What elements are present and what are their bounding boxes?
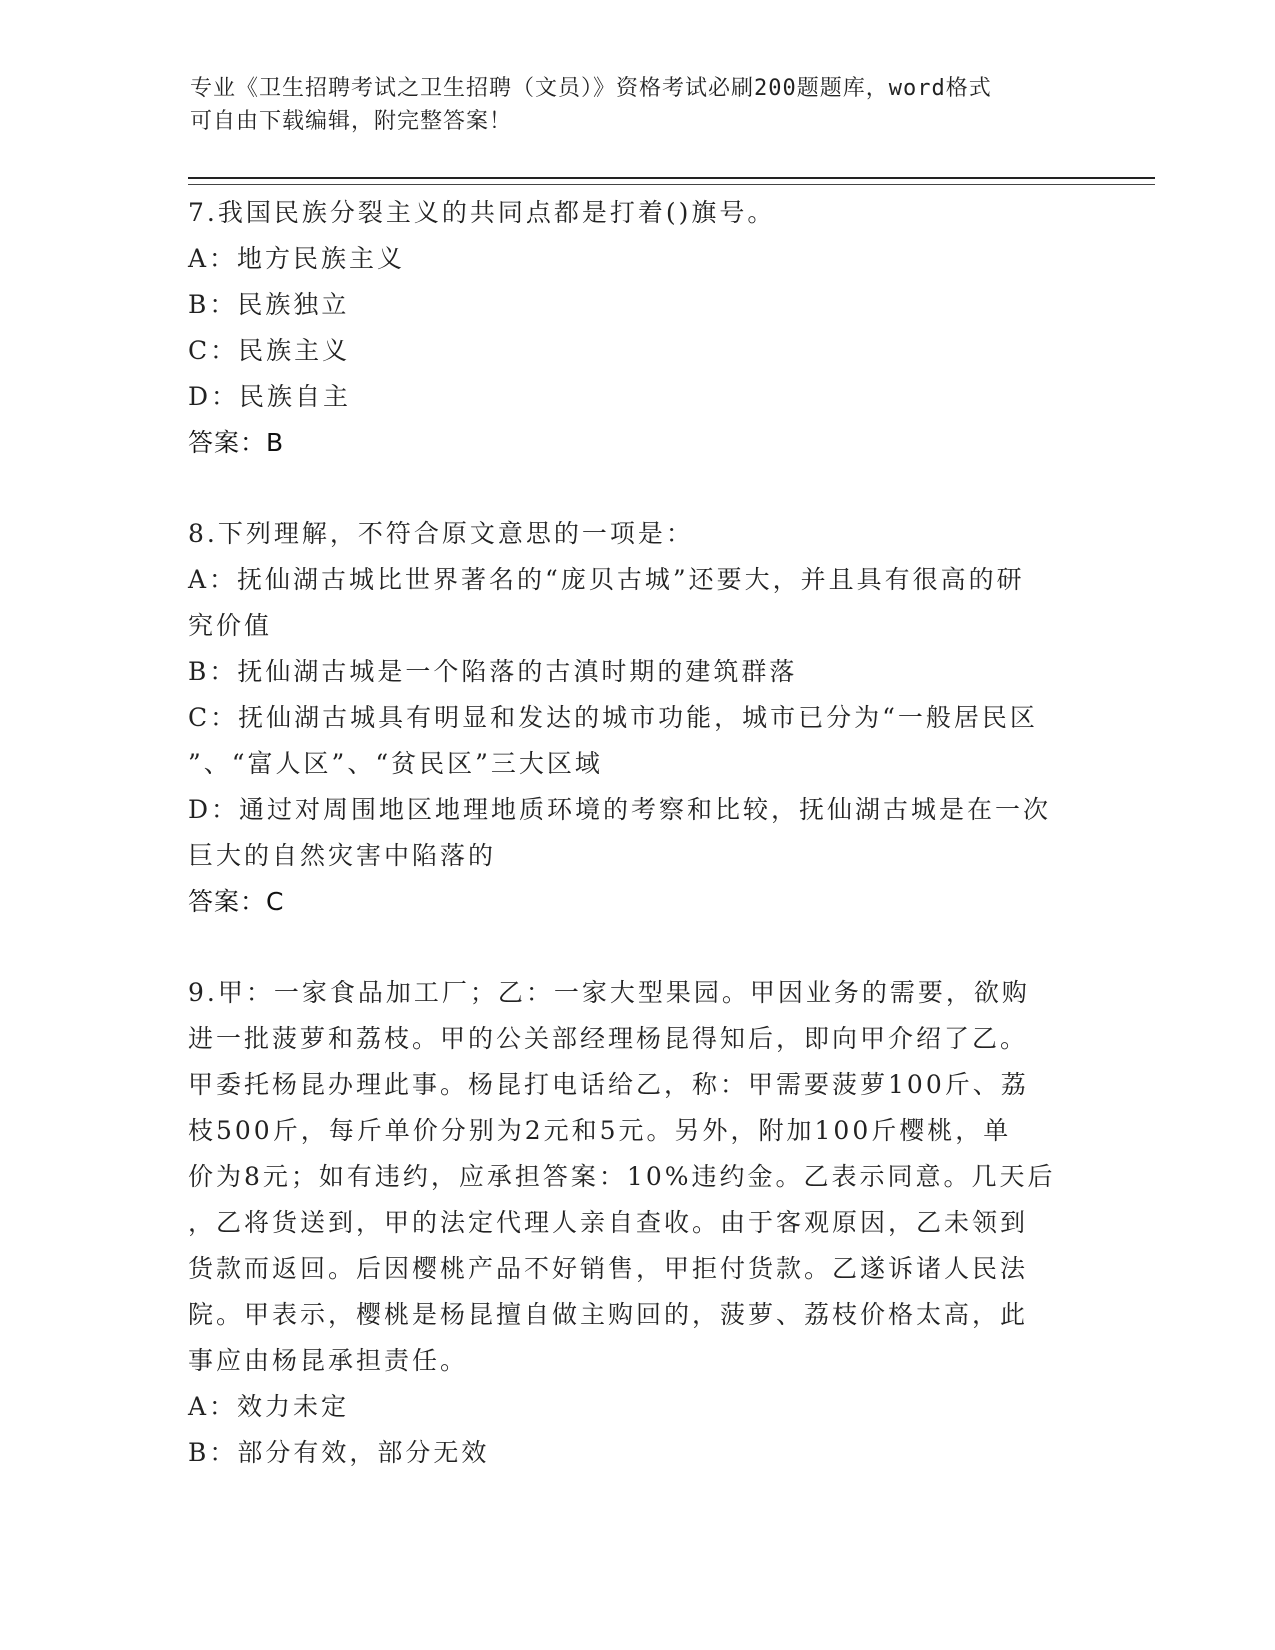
header-rule-thin <box>188 184 1155 185</box>
question-spacer <box>188 466 1088 511</box>
option-c: C：抚仙湖古城具有明显和发达的城市功能，城市已分为“一般居民区 <box>188 703 1038 732</box>
document-header <box>190 72 1090 138</box>
question-spacer <box>188 925 1088 970</box>
question-stem-line: 甲委托杨昆办理此事。杨昆打电话给乙，称：甲需要菠萝100斤、荔 <box>188 1070 1029 1099</box>
option-d: D：通过对周围地区地理地质环境的考察和比较，抚仙湖古城是在一次 <box>188 795 1052 824</box>
question-stem-line: 进一批菠萝和荔枝。甲的公关部经理杨昆得知后，即向甲介绍了乙。 <box>188 1024 1029 1053</box>
question-9 <box>188 970 1088 1476</box>
option-b: B：抚仙湖古城是一个陷落的古滇时期的建筑群落 <box>188 657 798 686</box>
question-stem-line: 价为8元；如有违约，应承担答案：10%违约金。乙表示同意。几天后 <box>188 1162 1056 1191</box>
question-stem-line: 货款而返回。后因樱桃产品不好销售，甲拒付货款。乙遂诉诸人民法 <box>188 1254 1029 1283</box>
option-b: B：部分有效，部分无效 <box>188 1438 490 1467</box>
question-stem: 8.下列理解，不符合原文意思的一项是： <box>188 519 694 548</box>
option-c-continued: ”、“富人区”、“贫民区”三大区域 <box>188 749 603 778</box>
question-stem-line: 事应由杨昆承担责任。 <box>188 1346 469 1375</box>
header-title-line-1: 专业《卫生招聘考试之卫生招聘（文员）》资格考试必刷200题题库，word格式 <box>190 76 992 101</box>
option-a: A：地方民族主义 <box>188 244 406 273</box>
question-list <box>188 190 1088 1476</box>
header-title-line-2: 可自由下载编辑，附完整答案！ <box>190 109 513 134</box>
option-d: D：民族自主 <box>188 382 352 411</box>
question-stem-line: 9.甲：一家食品加工厂；乙：一家大型果园。甲因业务的需要，欲购 <box>188 978 1030 1007</box>
question-7 <box>188 190 1088 466</box>
option-a: A：效力未定 <box>188 1392 350 1421</box>
answer-label: 答案：B <box>188 428 285 457</box>
question-stem-line: 院。甲表示，樱桃是杨昆擅自做主购回的，菠萝、荔枝价格太高，此 <box>188 1300 1029 1329</box>
question-8 <box>188 511 1088 925</box>
option-b: B：民族独立 <box>188 290 350 319</box>
option-c: C：民族主义 <box>188 336 351 365</box>
question-stem: 7.我国民族分裂主义的共同点都是打着()旗号。 <box>188 198 776 227</box>
answer-label: 答案：C <box>188 887 285 916</box>
header-rule-thick <box>188 177 1155 179</box>
question-stem-line: ，乙将货送到，甲的法定代理人亲自查收。由于客观原因，乙未领到 <box>188 1208 1029 1237</box>
option-a-continued: 究价值 <box>188 611 273 640</box>
option-d-continued: 巨大的自然灾害中陷落的 <box>188 841 497 870</box>
question-stem-line: 枝500斤，每斤单价分别为2元和5元。另外，附加100斤樱桃，单 <box>188 1116 1012 1145</box>
option-a: A：抚仙湖古城比世界著名的“庞贝古城”还要大，并且具有很高的研 <box>188 565 1025 594</box>
